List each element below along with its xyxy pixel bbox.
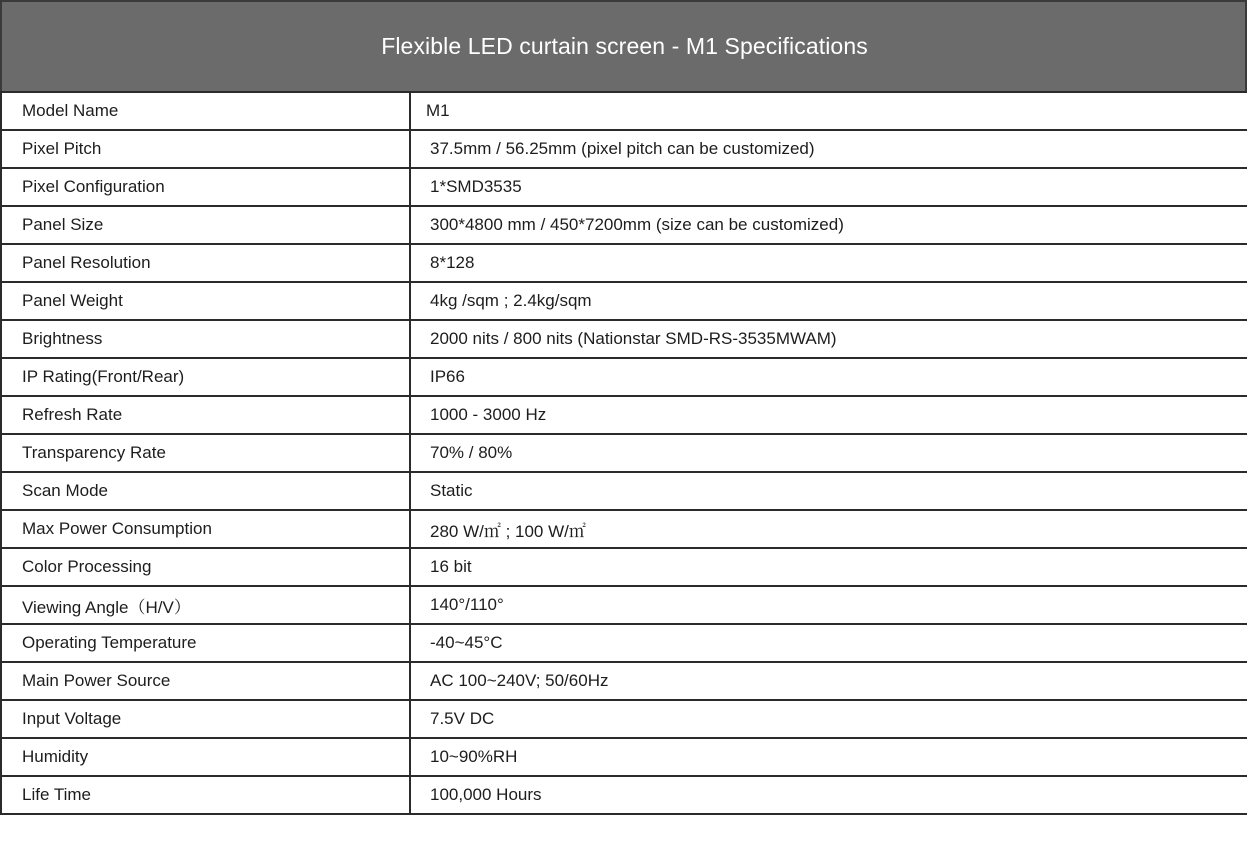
table-row bbox=[1, 700, 1247, 738]
spec-value: 10~90%RH bbox=[410, 738, 1247, 776]
spec-label: Model Name bbox=[1, 92, 410, 130]
spec-value: -40~45°C bbox=[410, 624, 1247, 662]
spec-value: 280 W/㎡ ; 100 W/㎡ bbox=[410, 510, 1247, 548]
table-row bbox=[1, 548, 1247, 586]
spec-value: M1 bbox=[410, 92, 1247, 130]
table-row bbox=[1, 738, 1247, 776]
table-row bbox=[1, 320, 1247, 358]
spec-label: Viewing Angle（H/V） bbox=[1, 586, 410, 624]
spec-value: 2000 nits / 800 nits (Nationstar SMD-RS-3535MWAM) bbox=[410, 320, 1247, 358]
spec-label: Transparency Rate bbox=[1, 434, 410, 472]
spec-label: Pixel Configuration bbox=[1, 168, 410, 206]
spec-value: 8*128 bbox=[410, 244, 1247, 282]
spec-value: 140°/110° bbox=[410, 586, 1247, 624]
table-row bbox=[1, 776, 1247, 814]
spec-value: AC 100~240V; 50/60Hz bbox=[410, 662, 1247, 700]
table-row bbox=[1, 92, 1247, 130]
page-title: Flexible LED curtain screen - M1 Specifications bbox=[381, 33, 868, 59]
spec-value: 70% / 80% bbox=[410, 434, 1247, 472]
spec-value: 7.5V DC bbox=[410, 700, 1247, 738]
spec-label: IP Rating(Front/Rear) bbox=[1, 358, 410, 396]
spec-label: Operating Temperature bbox=[1, 624, 410, 662]
spec-table bbox=[0, 91, 1247, 815]
table-row bbox=[1, 168, 1247, 206]
spec-value: 37.5mm / 56.25mm (pixel pitch can be customized) bbox=[410, 130, 1247, 168]
spec-value: 100,000 Hours bbox=[410, 776, 1247, 814]
spec-label: Pixel Pitch bbox=[1, 130, 410, 168]
spec-value: Static bbox=[410, 472, 1247, 510]
table-row bbox=[1, 624, 1247, 662]
spec-table-body bbox=[1, 92, 1247, 814]
spec-label: Refresh Rate bbox=[1, 396, 410, 434]
spec-label: Input Voltage bbox=[1, 700, 410, 738]
table-row bbox=[1, 282, 1247, 320]
spec-label: Main Power Source bbox=[1, 662, 410, 700]
spec-label: Humidity bbox=[1, 738, 410, 776]
table-row bbox=[1, 472, 1247, 510]
table-row bbox=[1, 586, 1247, 624]
spec-value: 300*4800 mm / 450*7200mm (size can be customized) bbox=[410, 206, 1247, 244]
spec-label: Brightness bbox=[1, 320, 410, 358]
table-row bbox=[1, 396, 1247, 434]
spec-value: 16 bit bbox=[410, 548, 1247, 586]
table-row bbox=[1, 510, 1247, 548]
spec-value: IP66 bbox=[410, 358, 1247, 396]
table-row bbox=[1, 434, 1247, 472]
spec-label: Scan Mode bbox=[1, 472, 410, 510]
spec-value: 4kg /sqm ; 2.4kg/sqm bbox=[410, 282, 1247, 320]
table-row bbox=[1, 130, 1247, 168]
spec-label: Life Time bbox=[1, 776, 410, 814]
spec-label: Panel Resolution bbox=[1, 244, 410, 282]
spec-label: Color Processing bbox=[1, 548, 410, 586]
spec-value: 1*SMD3535 bbox=[410, 168, 1247, 206]
table-row bbox=[1, 358, 1247, 396]
spec-label: Panel Size bbox=[1, 206, 410, 244]
spec-label: Max Power Consumption bbox=[1, 510, 410, 548]
spec-header bbox=[0, 0, 1247, 93]
table-row bbox=[1, 244, 1247, 282]
spec-label: Panel Weight bbox=[1, 282, 410, 320]
table-row bbox=[1, 206, 1247, 244]
spec-value: 1000 - 3000 Hz bbox=[410, 396, 1247, 434]
table-row bbox=[1, 662, 1247, 700]
